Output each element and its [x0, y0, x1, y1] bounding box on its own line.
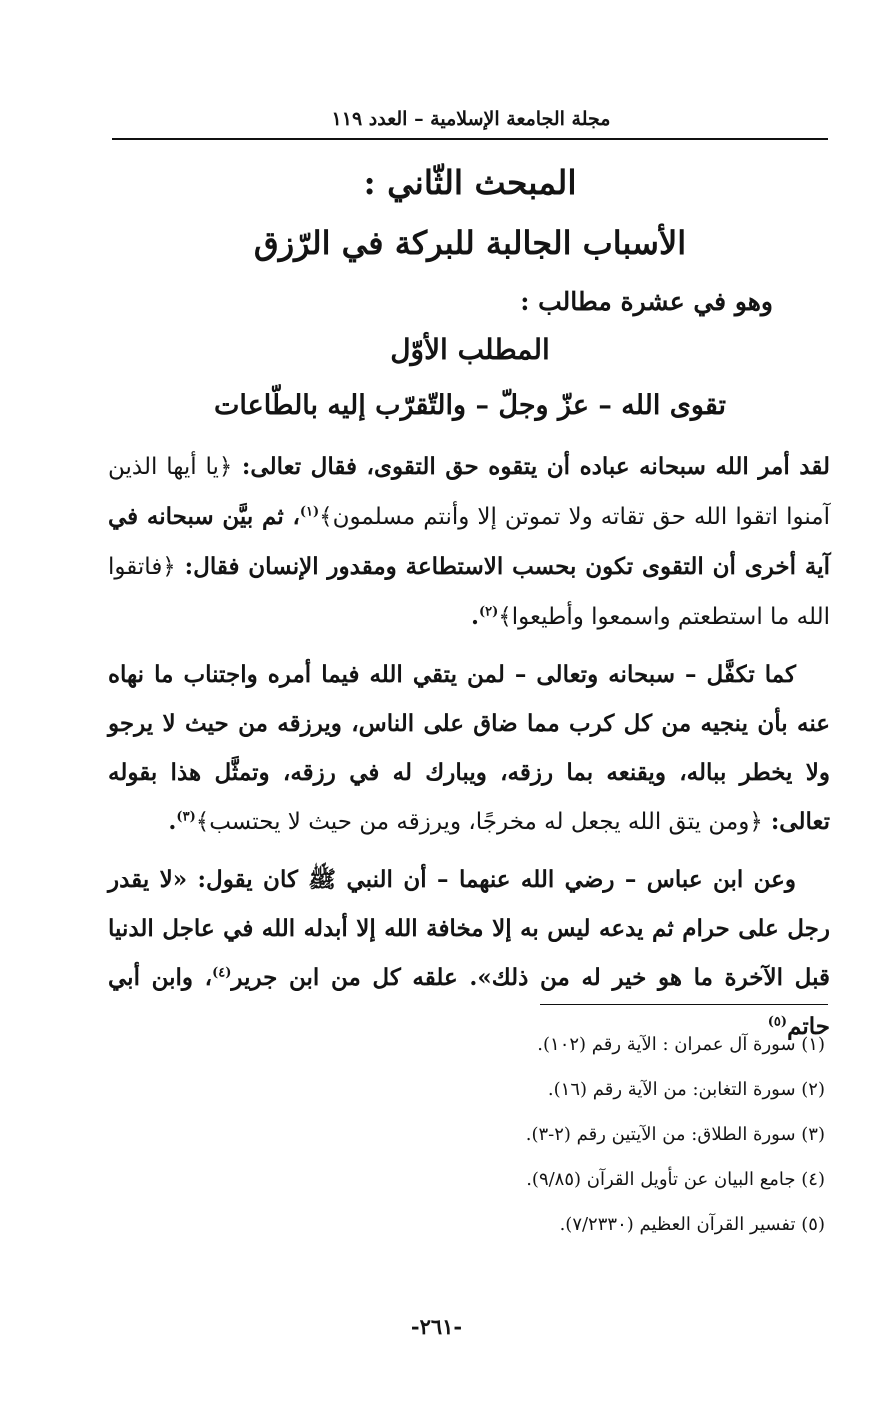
quran-verse: ﴿فاتقوا الله ما استطعتم واسمعوا وأطيعوا﴾: [108, 554, 830, 630]
footnote-ref: (٤): [212, 965, 232, 981]
footnote-rule: [540, 1004, 828, 1005]
header-rule: [112, 138, 828, 140]
footnote-ref: (٣): [176, 809, 196, 825]
section-title: الأسباب الجالبة للبركة في الرّزق: [253, 224, 687, 262]
subsection-title: تقوى الله – عزّ وجلّ – والتّقرّب إليه بالطّاعات: [213, 390, 727, 421]
footnote-1: (١) سورة آل عمران : الآية رقم (١٠٢).: [537, 1034, 825, 1055]
footnote-2: (٢) سورة التغابن: من الآية رقم (١٦).: [547, 1079, 825, 1100]
body-text: [108, 442, 830, 1059]
footnote-3: (٣) سورة الطلاق: من الآيتين رقم (٢-٣).: [525, 1124, 825, 1145]
footnote-5: (٥) تفسير القرآن العظيم (٧/٢٣٣٠).: [559, 1214, 825, 1235]
paragraph-3: وعن ابن عباس – رضي الله عنهما – أن النبي ﷺ كان يقول: «لا يقدر رجل على حرام ثم يدعه ليس به إلا مخافة الله إلا أبدله الله في عاجل الدنيا قبل الآخرة ما هو خير له من ذلك». علقه كل من ابن جرير$^{(٤)}$، وابن أبي حاتم$^{(٥)}$: [108, 866, 831, 1040]
paragraph-1: لقد أمر الله سبحانه عباده أن يتقوه حق التقوى، فقال تعالى: ﴿يا أيها الذين آمنوا اتقوا الله حق تقاته ولا تموتن إلا وأنتم مسلمون﴾$^{(١)}$، ثم بيَّن سبحانه في آية أخرى أن التقوى تكون بحسب الاستطاعة ومقدور الإنسان فقال: ﴿فاتقوا الله ما استطعتم واسمعوا وأطيعوا﴾$^{(٢)}$.: [108, 453, 830, 630]
page-number: -٢٦١-: [410, 1314, 463, 1339]
quran-verse: ﴿ومن يتق الله يجعل له مخرجًا، ويرزقه من حيث لا يحتسب﴾: [195, 809, 763, 835]
running-header: مجلة الجامعة الإسلامية – العدد ١١٩: [331, 108, 611, 130]
quran-verse: ﴿يا أيها الذين آمنوا اتقوا الله حق تقاته ولا تموتن إلا وأنتم مسلمون﴾: [108, 454, 830, 530]
footnote-ref: (٥): [767, 1014, 788, 1030]
footnotes: [465, 1022, 825, 1247]
footnote-4: (٤) جامع البيان عن تأويل القرآن (٩/٨٥).: [526, 1169, 825, 1190]
footnote-ref: (٢): [478, 604, 499, 620]
section-heading: المبحث الثّاني :: [363, 163, 577, 202]
footnote-ref: (١): [299, 504, 320, 520]
subsection-heading: المطلب الأوّل: [390, 333, 550, 366]
section-intro: وهو في عشرة مطالب :: [520, 287, 773, 316]
paragraph-2: كما تكفَّل – سبحانه وتعالى – لمن يتقي الله فيما أمره واجتناب ما نهاه عنه بأن ينجيه من كل كرب مما ضاق على الناس، ويرزقه من حيث لا يرجو ولا يخطر بباله، ويقنعه بما رزقه، ويبارك له في رزقه، وتمثَّل هذا بقوله تعالى: ﴿ومن يتق الله يجعل له مخرجًا، ويرزقه من حيث لا يحتسب﴾$^{(٣)}$.: [108, 661, 830, 835]
